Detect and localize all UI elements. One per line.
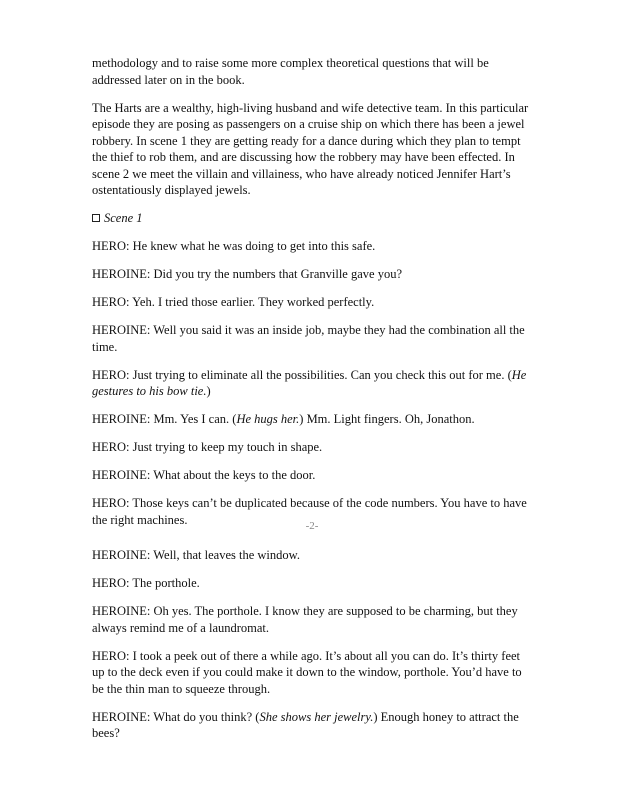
dialogue-line: HERO: Yeh. I tried those earlier. They worked perfectly. — [92, 295, 375, 309]
intro-paragraph-1: methodology and to raise some more complex theoretical questions that will be addressed later on in the book. — [92, 56, 489, 87]
dialogue-line: HEROINE: Did you try the numbers that Granville gave you? — [92, 267, 402, 281]
dialogue-line: HEROINE: Oh yes. The porthole. I know they are supposed to be charming, but they always remind me of a laundromat. — [92, 604, 518, 635]
page-number: -2- — [305, 520, 319, 532]
dialogue-line: HEROINE: Well, that leaves the window. — [92, 548, 300, 562]
stage-direction: He hugs her. — [236, 412, 300, 426]
scene-heading — [92, 210, 532, 227]
intro-paragraph-2: The Harts are a wealthy, high-living husband and wife detective team. In this particular episode they are posing as passengers on a cruise ship on which there has been a jewel robbery. In scene 1 they are getting ready for a dance during which they plan to tempt the thief to rob them, and are discussing how the robbery may have been effected. In scene 2 we meet the villain and villainess, who have already noticed Jennifer Hart’s ostentatiously displayed jewels. — [92, 100, 529, 197]
dialogue-line: HERO: He knew what he was doing to get into this safe. — [92, 239, 376, 253]
dialogue-line: HERO: Those keys can’t be duplicated because of the code numbers. You have to have the right machines. — [92, 496, 527, 527]
dialogue-line: HEROINE: What about the keys to the door. — [92, 468, 316, 482]
dialogue-line: HERO: Just trying to eliminate all the possibilities. Can you check this out for me. (He gestures to his bow tie.) — [92, 367, 527, 398]
dialogue-line: HERO: Just trying to keep my touch in shape. — [92, 440, 323, 454]
scene-heading-text: Scene 1 — [104, 211, 143, 225]
checkbox-square-icon — [92, 214, 100, 222]
stage-direction: He gestures to his bow tie. — [92, 367, 527, 398]
dialogue-line: HEROINE: Mm. Yes I can. (He hugs her.) Mm. Light fingers. Oh, Jonathon. — [92, 412, 475, 426]
dialogue-line: HERO: I took a peek out of there a while ago. It’s about all you can do. It’s thirty feet up to the deck even if you could make it down to the window, porthole. You’d have to be the thin man to squeeze through. — [92, 648, 522, 696]
dialogue-line: HEROINE: What do you think? (She shows her jewelry.) Enough honey to attract the bees? — [92, 709, 519, 740]
dialogue-line: HERO: The porthole. — [92, 576, 200, 590]
stage-direction: She shows her jewelry. — [259, 709, 374, 724]
document-page-continued — [92, 547, 532, 753]
dialogue-line: HEROINE: Well you said it was an inside job, maybe they had the combination all the time. — [92, 323, 525, 354]
document-page — [92, 55, 532, 540]
